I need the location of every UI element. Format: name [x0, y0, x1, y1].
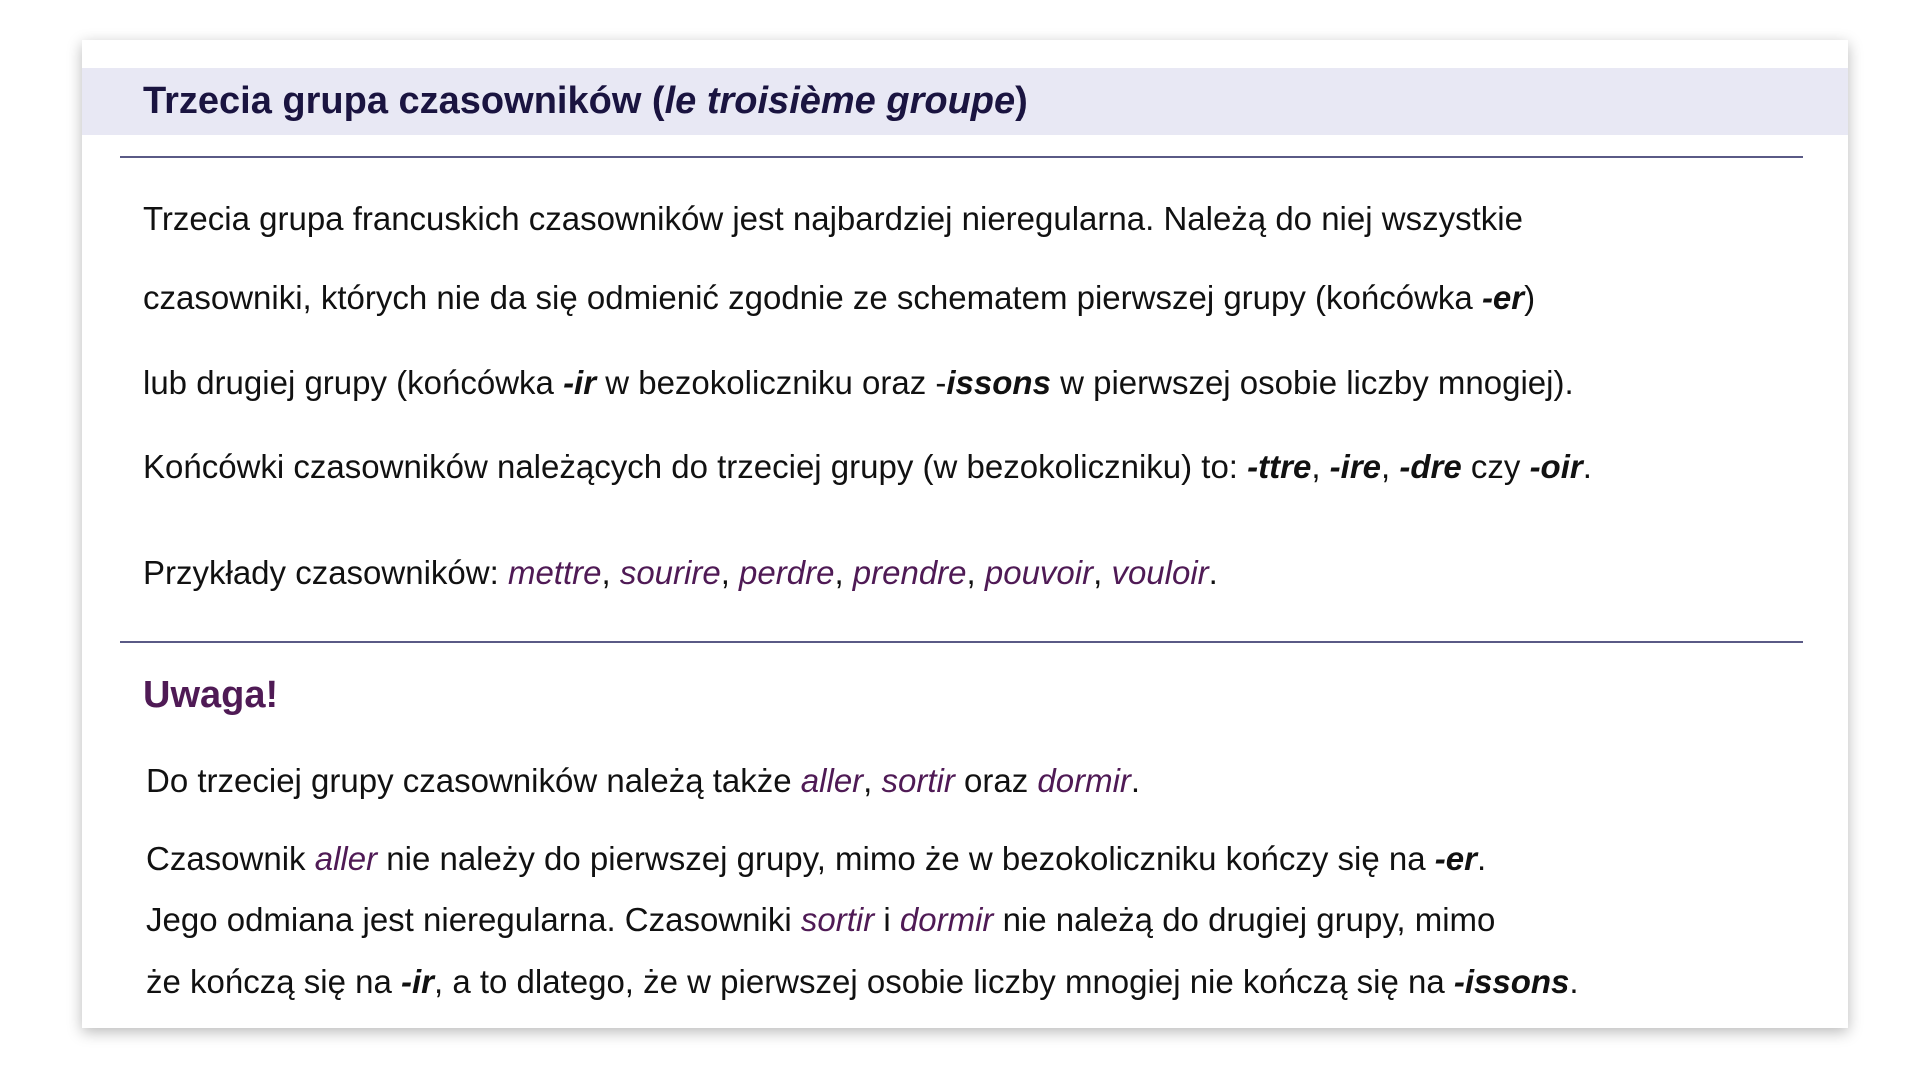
divider-middle [120, 641, 1803, 643]
ending-emphasis: -ir [563, 364, 597, 401]
text-line [146, 960, 1579, 1004]
text-segment: w bezokoliczniku oraz - [596, 364, 947, 401]
title-text: Trzecia grupa czasowników ( [143, 80, 665, 122]
verb-example: sortir [800, 901, 875, 938]
text-segment: Trzecia grupa francuskich czasowników jest najbardziej nieregularna. Należą do niej wszystkie [143, 200, 1523, 237]
text-segment: Jego odmiana jest nieregularna. Czasowniki [146, 901, 801, 938]
verb-example: dormir [899, 901, 994, 938]
text-segment: Przykłady czasowników: [143, 554, 508, 591]
ending-emphasis: -ttre [1247, 448, 1312, 485]
text-segment: w pierwszej osobie liczby mnogiej). [1050, 364, 1574, 401]
text-segment: ) [1524, 279, 1536, 316]
verb-example: vouloir [1111, 554, 1209, 591]
verb-example: prendre [852, 554, 967, 591]
text-segment: czasowniki, których nie da się odmienić zgodnie ze schematem pierwszej grupy (końcówka [143, 279, 1482, 316]
verb-example: dormir [1037, 762, 1131, 799]
text-segment: , [720, 554, 740, 591]
text-segment: , [1311, 448, 1330, 485]
text-segment: oraz [954, 762, 1038, 799]
text-segment: nie należą do drugiej grupy, mimo [993, 901, 1496, 938]
text-segment: Czasownik [146, 840, 315, 877]
text-segment: lub drugiej grupy (końcówka [143, 364, 564, 401]
text-segment: Końcówki czasowników należących do trzeciej grupy (w bezokoliczniku) to: [143, 448, 1248, 485]
text-line [143, 445, 1592, 489]
text-line [143, 276, 1535, 320]
verb-example: aller [800, 762, 864, 799]
text-line [143, 197, 1523, 241]
text-segment: , [863, 762, 882, 799]
title-italic: le troisième groupe [664, 80, 1016, 122]
ending-emphasis: issons [946, 364, 1051, 401]
verb-example: pouvoir [984, 554, 1094, 591]
ending-emphasis: -ire [1329, 448, 1382, 485]
ending-emphasis: -oir [1529, 448, 1583, 485]
verb-example: perdre [739, 554, 835, 591]
text-segment: , a to dlatego, że w pierwszej osobie liczby mnogiej nie kończą się na [433, 963, 1454, 1000]
text-segment: , [966, 554, 985, 591]
ending-emphasis: -issons [1453, 963, 1570, 1000]
ending-emphasis: -er [1481, 279, 1525, 316]
text-segment: . [1208, 554, 1218, 591]
text-segment: , [1381, 448, 1400, 485]
text-segment: . [1130, 762, 1141, 799]
verb-example: aller [314, 840, 378, 877]
note-heading: Uwaga! [143, 674, 279, 716]
text-segment: , [834, 554, 853, 591]
text-segment: Do trzeciej grupy czasowników należą także [146, 762, 801, 799]
text-line [143, 361, 1574, 405]
title-end: ) [1015, 80, 1028, 122]
ending-emphasis: -dre [1399, 448, 1462, 485]
divider-top [120, 156, 1803, 158]
text-segment: . [1582, 448, 1592, 485]
section-title [143, 74, 1028, 128]
text-line [146, 837, 1486, 881]
text-line [146, 759, 1140, 803]
text-segment: czy [1461, 448, 1530, 485]
ending-emphasis: -er [1434, 840, 1477, 877]
text-segment: nie należy do pierwszej grupy, mimo że w bezokoliczniku kończy się na [377, 840, 1435, 877]
text-segment: , [1093, 554, 1112, 591]
text-segment: i [874, 901, 900, 938]
ending-emphasis: -ir [400, 963, 434, 1000]
verb-example: mettre [507, 554, 602, 591]
text-segment: że kończą się na [146, 963, 401, 1000]
text-segment: , [601, 554, 620, 591]
text-line [146, 898, 1495, 942]
text-segment: . [1476, 840, 1487, 877]
text-segment: . [1569, 963, 1579, 1000]
text-line [143, 551, 1218, 595]
verb-example: sourire [619, 554, 721, 591]
verb-example: sortir [881, 762, 955, 799]
